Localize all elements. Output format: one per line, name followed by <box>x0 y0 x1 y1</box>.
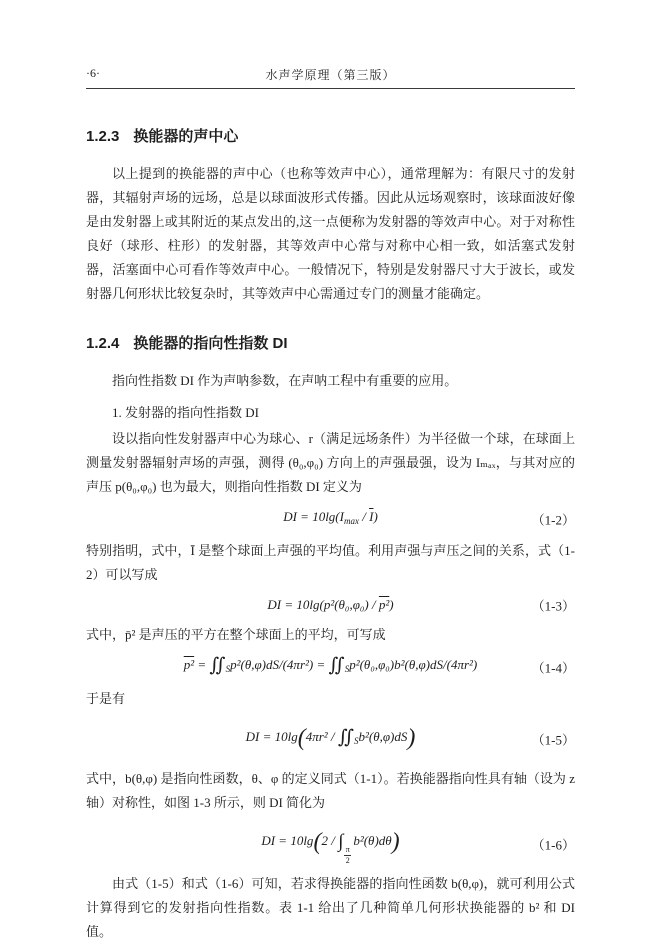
section-number: 1.2.4 <box>86 335 120 352</box>
equation-number: （1-4） <box>531 660 575 676</box>
book-title: 水声学原理（第三版） <box>265 68 396 82</box>
paragraph-then: 于是有 <box>86 691 126 706</box>
list-item-transmitter-di: 1. 发射器的指向性指数 DI <box>112 405 259 420</box>
equation-formula: DI = 10lg(2 / ∫ $\frac{\pi}{2}$ b²(θ)dθ) <box>261 829 400 865</box>
equation-1-4 <box>86 651 575 683</box>
equation-formula: $p^2 = ∬_Sp^2(\theta,\varphi)dS/(4\pi r^2)$ = $∬_Sp^2(\theta_0,\varphi_0)b^2(\theta,\varphi)dS/(4\pi r^2)$ <box>183 655 478 676</box>
equation-1-3 <box>86 591 575 619</box>
section-title: 换能器的指向性指数 DI <box>133 335 288 352</box>
equation-number: （1-3） <box>531 598 575 614</box>
paragraph-after-eq5: 式中，b(θ,φ) 是指向性函数，θ、φ 的定义同式（1-1）。若换能器指向性具有轴（设为 z 轴）对称性，如图 1-3 所示，则 DI 简化为 <box>86 771 575 810</box>
paragraph-acoustic-center: 以上提到的换能器的声中心（也称等效声中心），通常理解为：有限尺寸的发射器，其辐射声场的远场，总是以球面波形式传播。因此从远场观察时，该球面波好像是由发射器上或其附近的某点发出的,这一点便称为发射器的等效声中心。对于对称性良好（球形、柱形）的发射器，其等效声中心常与对称中心相一致，如活塞式发射器，活塞面中心可看作等效声中心。一般情况下，特别是发射器尺寸大于波长，或发射器几何形状比较复杂时，其等效声中心需通过专门的测量才能确定。 <box>86 166 575 301</box>
section-number: 1.2.3 <box>86 128 120 145</box>
paragraph-after-eq2: 特别指明，式中，Ī 是整个球面上声强的平均值。利用声强与声压之间的关系，式（1-2）可以写成 <box>86 543 575 582</box>
equation-formula: DI = $10\lg(I_{max} / \overline{I})$ <box>283 509 378 526</box>
equation-1-5 <box>86 717 575 761</box>
section-title: 换能器的声中心 <box>133 128 239 145</box>
page-header <box>86 66 575 89</box>
page-number: ·6· <box>86 66 100 80</box>
equation-formula: DI = $10\lg(4\pi r^2 / ∬_Sb^2(\theta,\varphi)dS)$ <box>245 725 416 751</box>
equation-1-6 <box>86 821 575 866</box>
equation-1-2 <box>86 503 575 535</box>
section-heading-1-2-3 <box>86 125 575 146</box>
paragraph-final: 由式（1-5）和式（1-6）可知，若求得换能器的指向性函数 b(θ,φ)，就可利用公式计算得到它的发射指向性指数。表 1-1 给出了几种简单几何形状换能器的 b² 和 DI 值。 <box>86 876 575 939</box>
equation-formula: DI = 10lg(p²(θ₀,φ₀) / p²) <box>267 597 394 612</box>
equation-number: （1-2） <box>531 512 575 528</box>
equation-number: （1-5） <box>531 732 575 748</box>
equation-number: （1-6） <box>531 837 575 852</box>
paragraph-after-eq3: 式中，p̄² 是声压的平方在整个球面上的平均，可写成 <box>86 627 386 642</box>
paragraph-di-intro: 指向性指数 DI 作为声呐参数，在声呐工程中有重要的应用。 <box>112 373 458 388</box>
paragraph-di-setup: 设以指向性发射器声中心为球心、r（满足远场条件）为半径做一个球，在球面上测量发射器辐射声场的声强，测得 (θ₀,φ₀) 方向上的声强最强，设为 Iₘₐₓ，与其对应的声压 p(θ₀,φ₀) 也为最大，则指向性指数 DI 定义为 <box>86 431 575 494</box>
section-heading-1-2-4 <box>86 332 575 353</box>
